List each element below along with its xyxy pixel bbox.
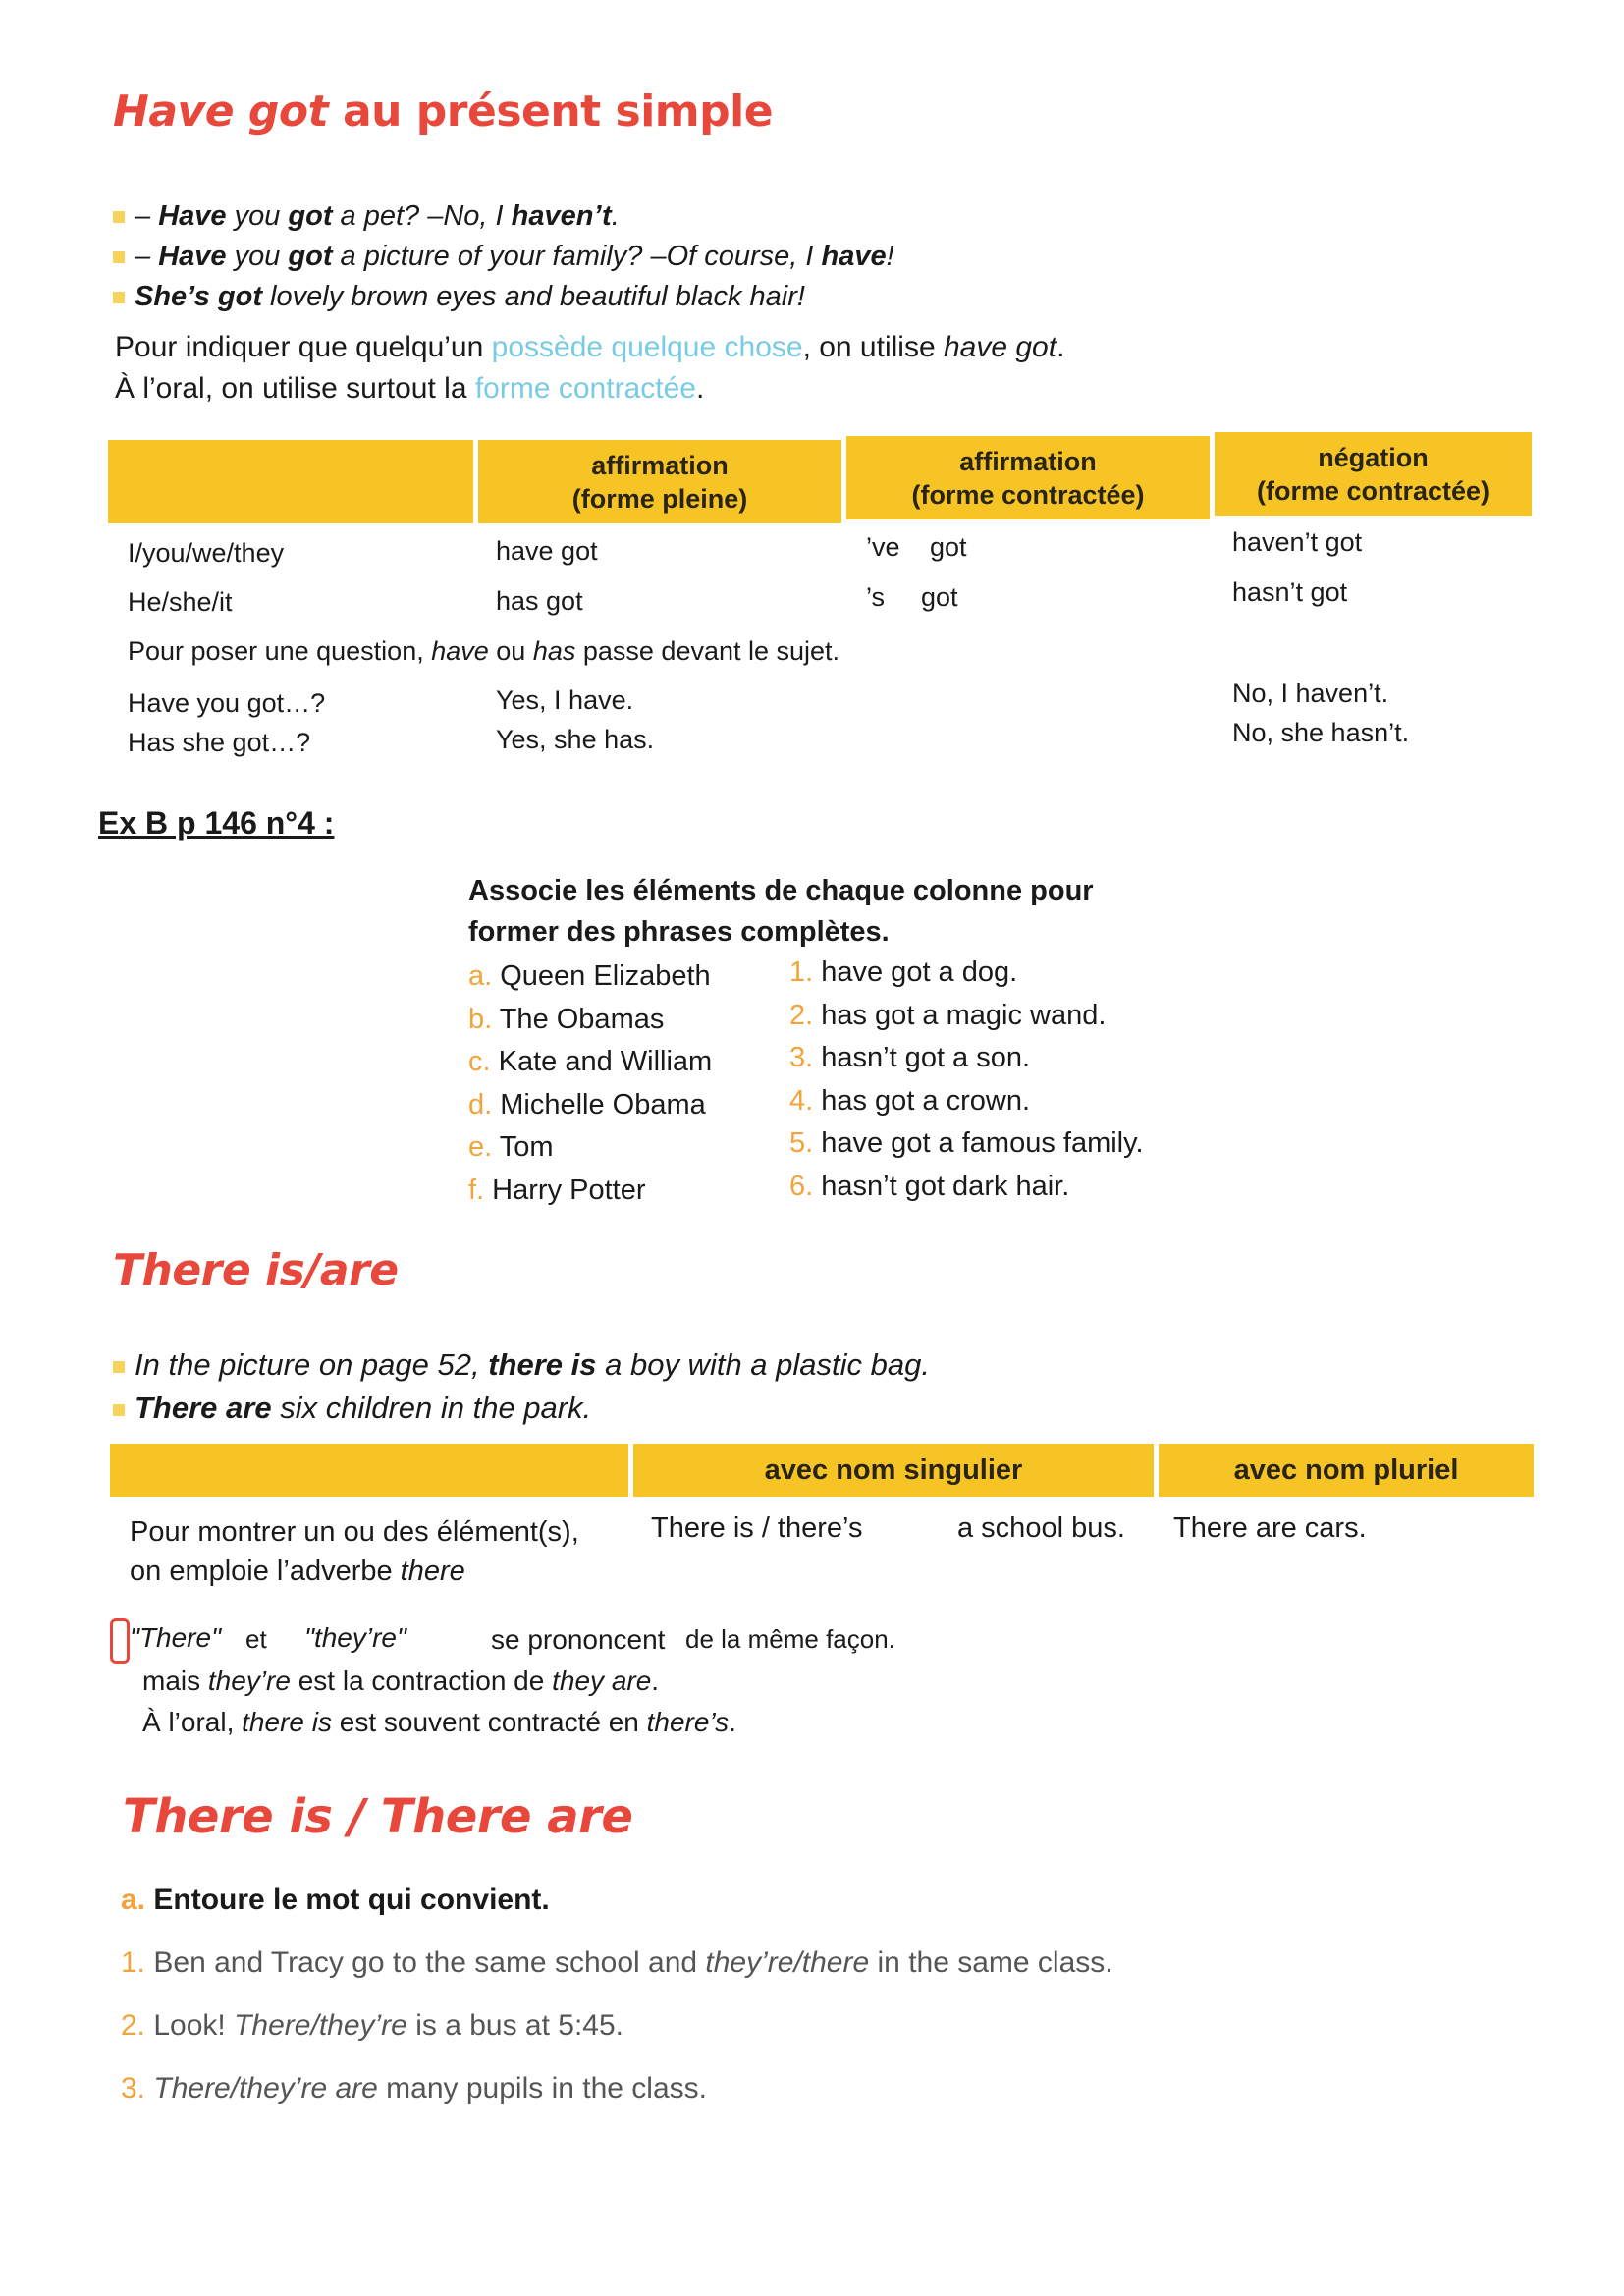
match-left-key: f. [468, 1174, 485, 1206]
match-right-key: 3. [789, 1042, 814, 1073]
exercise2-title: There is / There are [123, 1789, 633, 1844]
exercise-label: Ex B p 146 n°4 : [98, 805, 335, 841]
example-2: – Have you got a picture of your family? –Of course, I have! [113, 237, 894, 276]
match-left-key: c. [468, 1046, 491, 1077]
bullet-icon [113, 211, 125, 223]
match-right-text: has got a magic wand. [813, 999, 1107, 1031]
row2-contr-b: got [921, 582, 958, 612]
title-have-got: Have got [113, 86, 329, 137]
match-left-key: e. [468, 1131, 493, 1163]
title-au-present: au présent simple [328, 86, 774, 137]
rule-possession: Pour indiquer que quelqu’un possède quelque chose, on utilise have got. [115, 331, 1065, 363]
match-left-text: Kate and William [490, 1046, 713, 1077]
plural-example: There are cars. [1173, 1512, 1367, 1544]
row2-subject: He/she/it [128, 587, 233, 617]
question-2: Has she got…? [128, 728, 311, 757]
match-right-item [789, 1127, 1144, 1160]
question-1: Have you got…? [128, 688, 326, 718]
row1-full: have got [496, 536, 598, 566]
warning-icon [110, 1618, 130, 1664]
answer-yes-2: Yes, she has. [496, 725, 655, 754]
exercise2-item-1: 1. Ben and Tracy go to the same school and they’re/there in the same class. [121, 1946, 1113, 1979]
rule-oral: À l’oral, on utilise surtout la forme contractée. [115, 372, 705, 405]
match-left-item [468, 1046, 712, 1078]
there-example-2: There are six children in the park. [113, 1389, 591, 1428]
match-right-item [789, 1042, 1030, 1074]
match-left-item [468, 1175, 646, 1207]
answer-no-1: No, I haven’t. [1232, 679, 1389, 708]
note-contraction: mais they’re est la contraction de they are. [142, 1666, 660, 1696]
match-right-item [789, 957, 1017, 989]
match-right-key: 5. [789, 1127, 814, 1159]
match-right-key: 1. [789, 957, 814, 988]
match-right-key: 6. [789, 1170, 814, 1202]
table2-header-empty [110, 1444, 628, 1497]
table1-header-contracted: affirmation (forme contractée) [846, 436, 1210, 519]
match-left-key: d. [468, 1088, 493, 1121]
match-left-item [468, 1089, 706, 1121]
exercise2-item-3: 3. There/they’re are many pupils in the class. [121, 2072, 707, 2105]
exercise1-instruction: Associe les éléments de chaque colonne pour former des phrases complètes. [468, 875, 1094, 948]
bullet-icon [113, 1361, 125, 1373]
match-right-text: hasn’t got dark hair. [813, 1170, 1070, 1202]
match-right-text: have got a famous family. [813, 1127, 1144, 1159]
section-title-have-got [113, 86, 773, 137]
table2-header-plural: avec nom pluriel [1159, 1444, 1534, 1497]
section-title-there-is-are: There is/are [113, 1245, 399, 1295]
note-there: "There" [130, 1622, 222, 1653]
row2-neg: hasn’t got [1232, 577, 1348, 607]
example-1: – Have you got a pet? –No, I haven’t. [113, 196, 620, 236]
match-left-text: Queen Elizabeth [492, 960, 711, 992]
singular-example: a school bus. [957, 1512, 1125, 1544]
note-oral: À l’oral, there is est souvent contracté en there’s. [142, 1707, 736, 1737]
row2-full: has got [496, 586, 583, 616]
table1-header-full: affirmation (forme pleine) [478, 440, 841, 523]
match-left-text: Michelle Obama [492, 1088, 706, 1121]
match-left-item [468, 1131, 554, 1164]
there-example-1: In the picture on page 52, there is a boy with a plastic bag. [113, 1345, 930, 1385]
table1-header-negation: négation (forme contractée) [1215, 432, 1532, 516]
singular-form: There is / there’s [651, 1512, 863, 1544]
match-right-item [789, 1085, 1030, 1118]
table2-header-singular: avec nom singulier [633, 1444, 1154, 1497]
note-prononcent: se prononcent [491, 1624, 666, 1655]
row1-neg: haven’t got [1232, 527, 1363, 557]
row1-contr-a: ’ve [866, 532, 900, 562]
note-et: et [245, 1624, 267, 1654]
example-3: She’s got lovely brown eyes and beautiful black hair! [113, 277, 805, 316]
match-left-item [468, 1004, 664, 1036]
match-right-text: have got a dog. [813, 957, 1018, 988]
note-meme-facon: de la même façon. [685, 1624, 895, 1654]
bullet-icon [113, 1404, 125, 1416]
exercise2-instruction: a. Entoure le mot qui convient. [121, 1884, 550, 1916]
bullet-icon [113, 292, 125, 303]
row1-contr-b: got [930, 532, 967, 562]
match-right-key: 2. [789, 999, 814, 1031]
question-note: Pour poser une question, have ou has passe devant le sujet. [128, 636, 840, 666]
table1-header-empty [108, 440, 473, 523]
match-right-text: has got a crown. [813, 1084, 1031, 1117]
match-right-key: 4. [789, 1084, 814, 1117]
answer-no-2: No, she hasn’t. [1232, 718, 1410, 747]
match-left-text: Tom [492, 1131, 554, 1163]
match-left-key: b. [468, 1003, 493, 1035]
note-theyre: "they’re" [304, 1622, 406, 1653]
match-left-item [468, 960, 711, 993]
match-left-text: The Obamas [492, 1003, 665, 1035]
bullet-icon [113, 251, 125, 263]
match-right-text: hasn’t got a son. [813, 1042, 1031, 1073]
there-rule: Pour montrer un ou des élément(s), on emploie l’adverbe there [130, 1516, 579, 1587]
row1-subject: I/you/we/they [128, 538, 285, 568]
row2-contr-a: ’s [866, 582, 886, 612]
match-right-item [789, 1171, 1069, 1203]
match-left-text: Harry Potter [484, 1174, 646, 1206]
exercise2-item-2: 2. Look! There/they’re is a bus at 5:45. [121, 2009, 623, 2042]
match-left-key: a. [468, 960, 493, 992]
match-right-item [789, 1000, 1106, 1032]
answer-yes-1: Yes, I have. [496, 685, 634, 715]
